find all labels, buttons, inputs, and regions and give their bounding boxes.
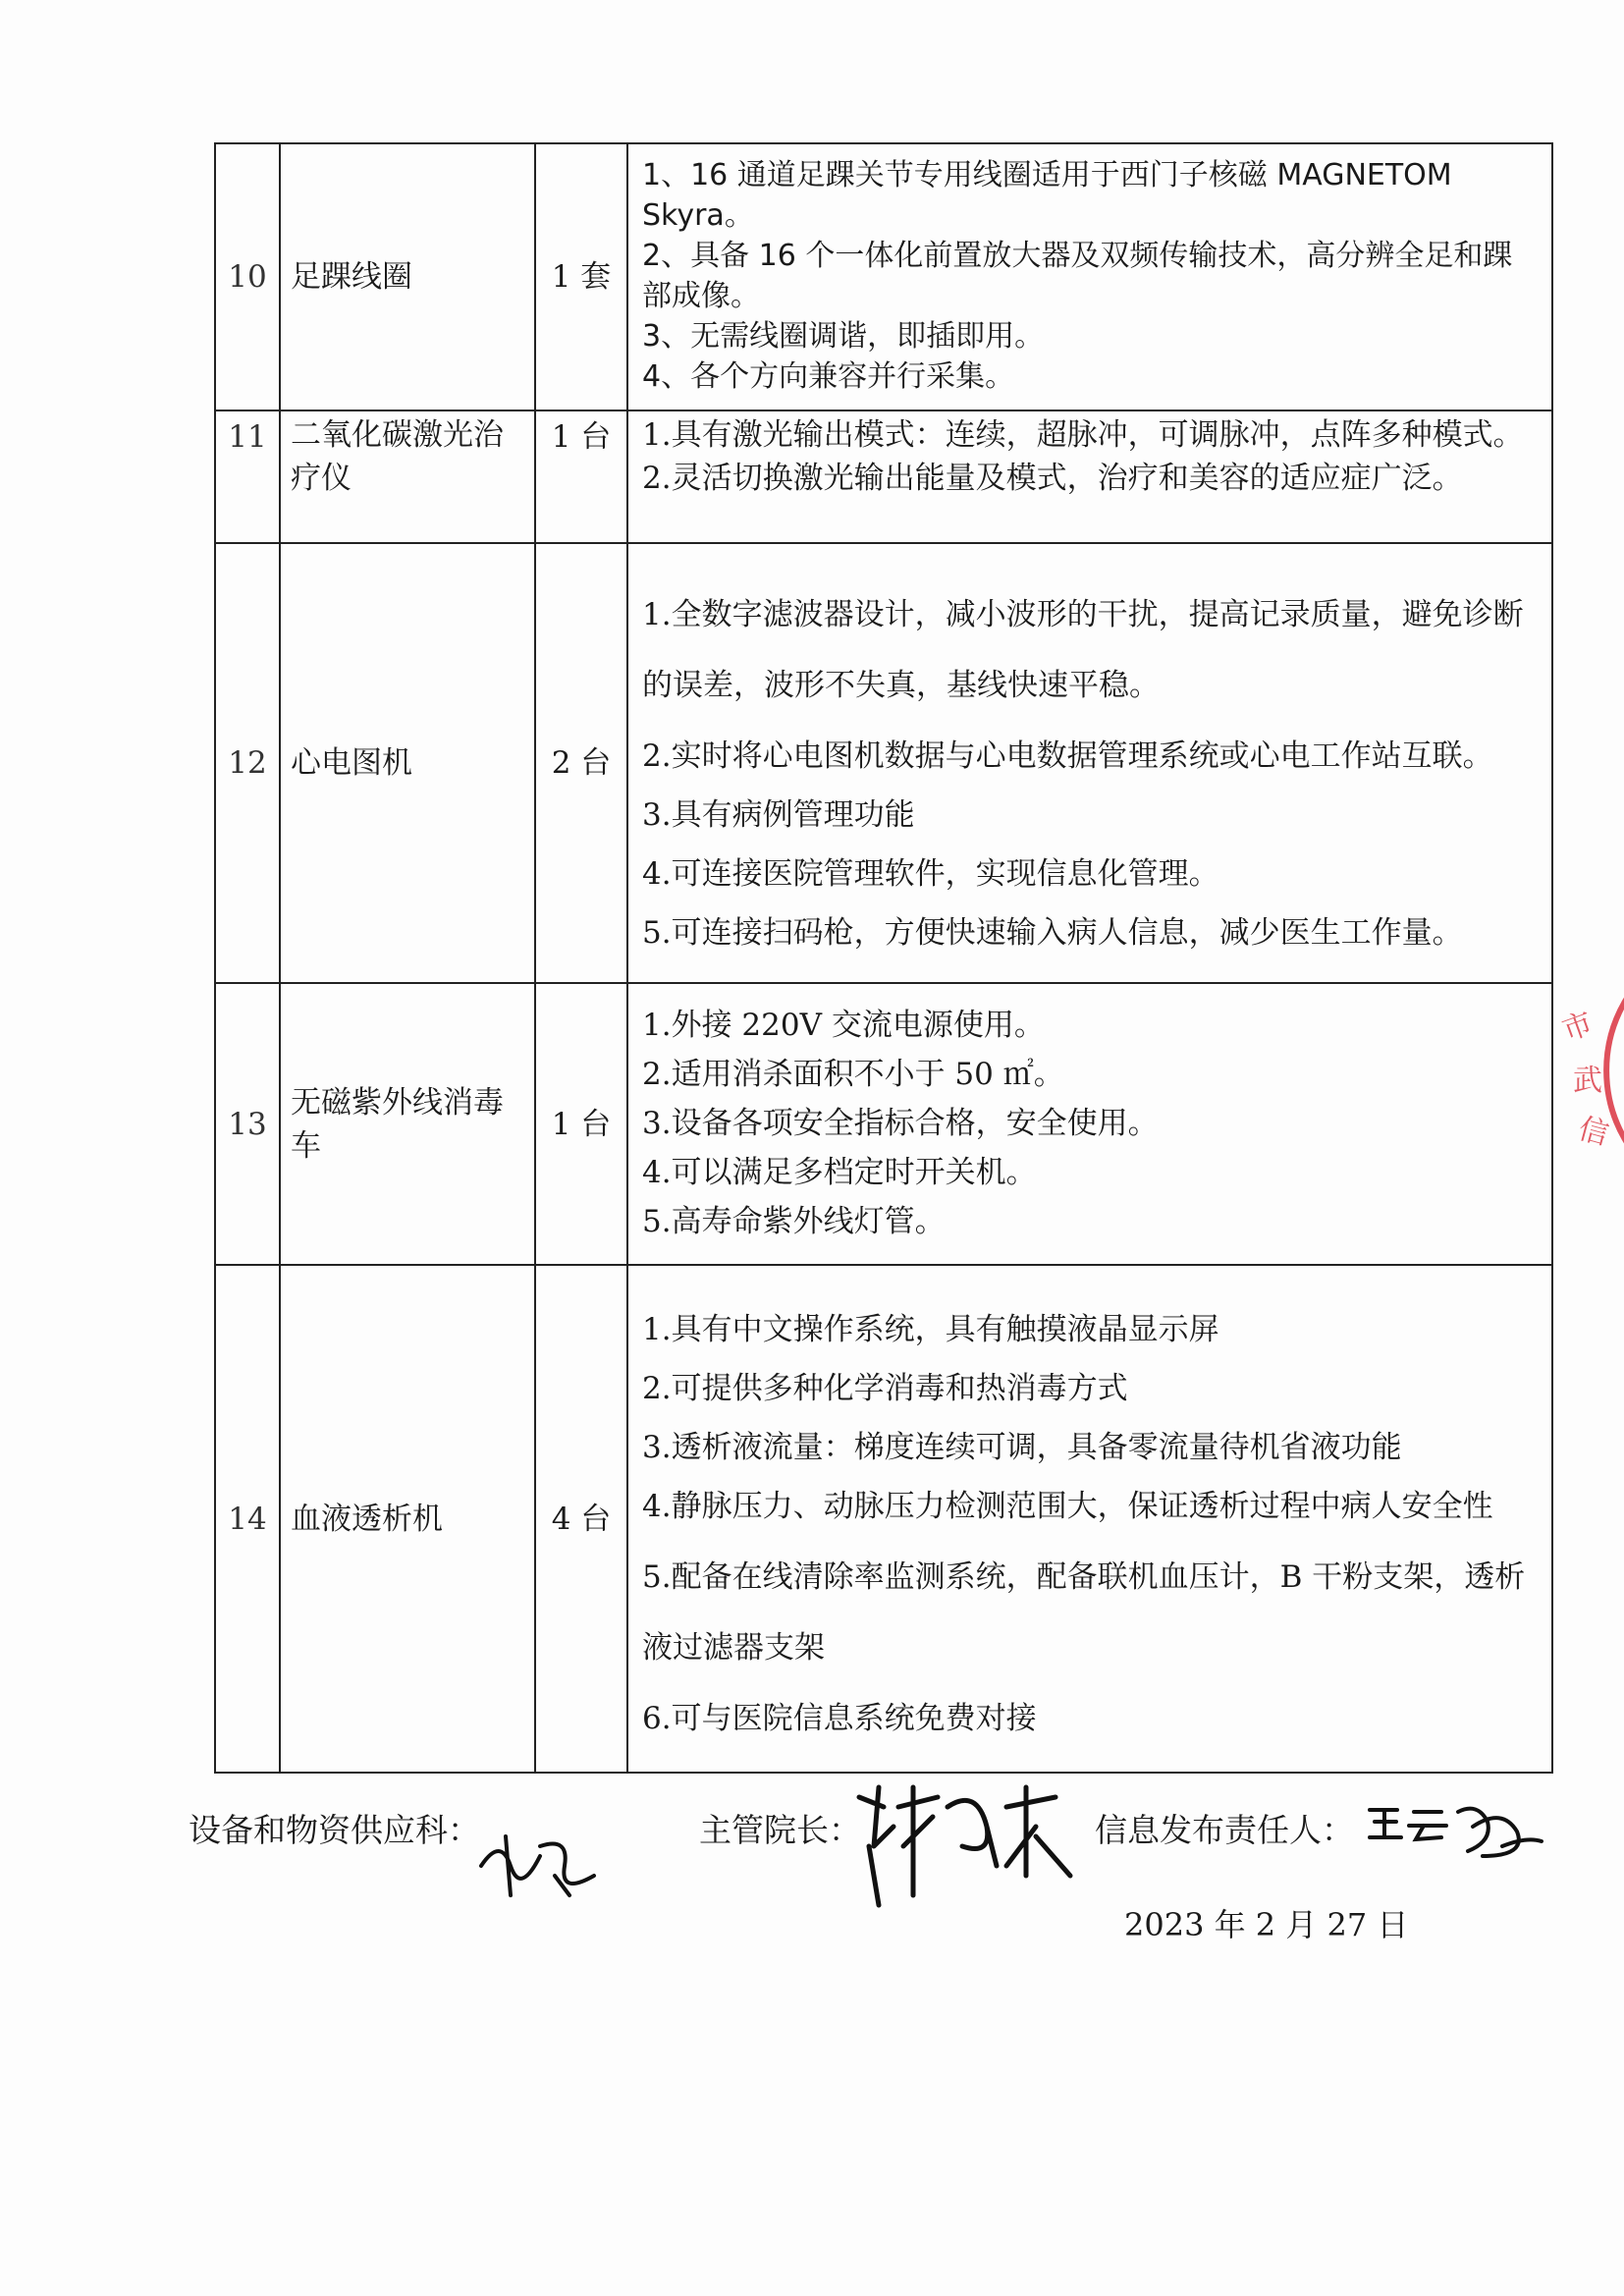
table-row bbox=[215, 543, 1552, 983]
equipment-signature bbox=[461, 1807, 619, 1915]
table-row bbox=[215, 143, 1552, 410]
description-line: 4.可以满足多档定时开关机。 bbox=[642, 1154, 1037, 1190]
item-name: 心电图机 bbox=[280, 543, 535, 983]
table-row bbox=[215, 410, 1552, 543]
description-line: 1、16 通道足踝关节专用线圈适用于西门子核磁 MAGNETOM Skyra。 bbox=[642, 158, 1452, 233]
svg-text:武: 武 bbox=[1573, 1064, 1602, 1098]
description-line: 6.可与医院信息系统免费对接 bbox=[642, 1700, 1037, 1736]
item-description bbox=[627, 983, 1552, 1265]
row-number: 11 bbox=[215, 410, 280, 543]
item-description bbox=[627, 543, 1552, 983]
item-name: 二氧化碳激光治疗仪 bbox=[280, 410, 535, 543]
director-signature bbox=[839, 1768, 1085, 1915]
item-name: 无磁紫外线消毒车 bbox=[280, 983, 535, 1265]
table-row bbox=[215, 1265, 1552, 1773]
description-line: 3.透析液流量：梯度连续可调，具备零流量待机省液功能 bbox=[642, 1429, 1402, 1465]
description-line: 2.可提供多种化学消毒和热消毒方式 bbox=[642, 1370, 1128, 1406]
row-number: 14 bbox=[215, 1265, 280, 1773]
item-name: 足踝线圈 bbox=[280, 143, 535, 410]
description-line: 2、具备 16 个一体化前置放大器及双频传输技术，高分辨全足和踝部成像。 bbox=[642, 239, 1513, 313]
item-quantity: 1 台 bbox=[535, 410, 627, 543]
description-line: 2.灵活切换激光输出能量及模式，治疗和美容的适应症广泛。 bbox=[642, 461, 1463, 496]
item-quantity: 1 台 bbox=[535, 983, 627, 1265]
description-line: 4.可连接医院管理软件，实现信息化管理。 bbox=[642, 856, 1219, 892]
item-description bbox=[627, 1265, 1552, 1773]
description-line: 1.外接 220V 交流电源使用。 bbox=[642, 1007, 1045, 1043]
row-number: 10 bbox=[215, 143, 280, 410]
description-line: 3.具有病例管理功能 bbox=[642, 797, 915, 833]
description-line: 5.可连接扫码枪，方便快速输入病人信息，减少医生工作量。 bbox=[642, 915, 1463, 951]
item-description bbox=[627, 410, 1552, 543]
item-quantity: 2 台 bbox=[535, 543, 627, 983]
description-line: 5.配备在线清除率监测系统，配备联机血压计，B 干粉支架，透析液过滤器支架 bbox=[642, 1558, 1526, 1666]
table-row bbox=[215, 983, 1552, 1265]
item-quantity: 4 台 bbox=[535, 1265, 627, 1773]
item-quantity: 1 套 bbox=[535, 143, 627, 410]
publisher-label: 信息发布责任人： bbox=[1095, 1811, 1354, 1849]
description-line: 5.高寿命紫外线灯管。 bbox=[642, 1203, 946, 1239]
item-name: 血液透析机 bbox=[280, 1265, 535, 1773]
description-line: 2.实时将心电图机数据与心电数据管理系统或心电工作站互联。 bbox=[642, 738, 1493, 774]
row-number: 12 bbox=[215, 543, 280, 983]
description-line: 1.全数字滤波器设计，减小波形的干扰，提高记录质量，避免诊断的误差，波形不失真，基线快速平稳。 bbox=[642, 597, 1524, 703]
document-date: 2023 年 2 月 27 日 bbox=[1124, 1906, 1409, 1943]
official-seal-stamp bbox=[1516, 933, 1624, 1208]
description-line: 3、无需线圈调谐，即插即用。 bbox=[642, 319, 1045, 354]
equipment-dept-label: 设备和物资供应科： bbox=[189, 1811, 480, 1849]
equipment-table bbox=[214, 142, 1553, 1774]
description-line: 3.设备各项安全指标合格，安全使用。 bbox=[642, 1105, 1159, 1141]
description-line: 2.适用消杀面积不小于 50 ㎡。 bbox=[642, 1056, 1064, 1092]
description-line: 4.静脉压力、动脉压力检测范围大，保证透析过程中病人安全性 bbox=[642, 1488, 1493, 1524]
svg-text:市: 市 bbox=[1557, 1006, 1597, 1049]
description-line: 1.具有中文操作系统，具有触摸液晶显示屏 bbox=[642, 1311, 1219, 1347]
row-number: 13 bbox=[215, 983, 280, 1265]
description-line: 1.具有激光输出模式：连续，超脉冲，可调脉冲，点阵多种模式。 bbox=[642, 417, 1524, 453]
item-description bbox=[627, 143, 1552, 410]
director-label: 主管院长： bbox=[699, 1811, 861, 1849]
description-line: 4、各个方向兼容并行采集。 bbox=[642, 359, 1015, 394]
svg-text:信: 信 bbox=[1574, 1111, 1612, 1153]
publisher-signature bbox=[1365, 1792, 1551, 1871]
